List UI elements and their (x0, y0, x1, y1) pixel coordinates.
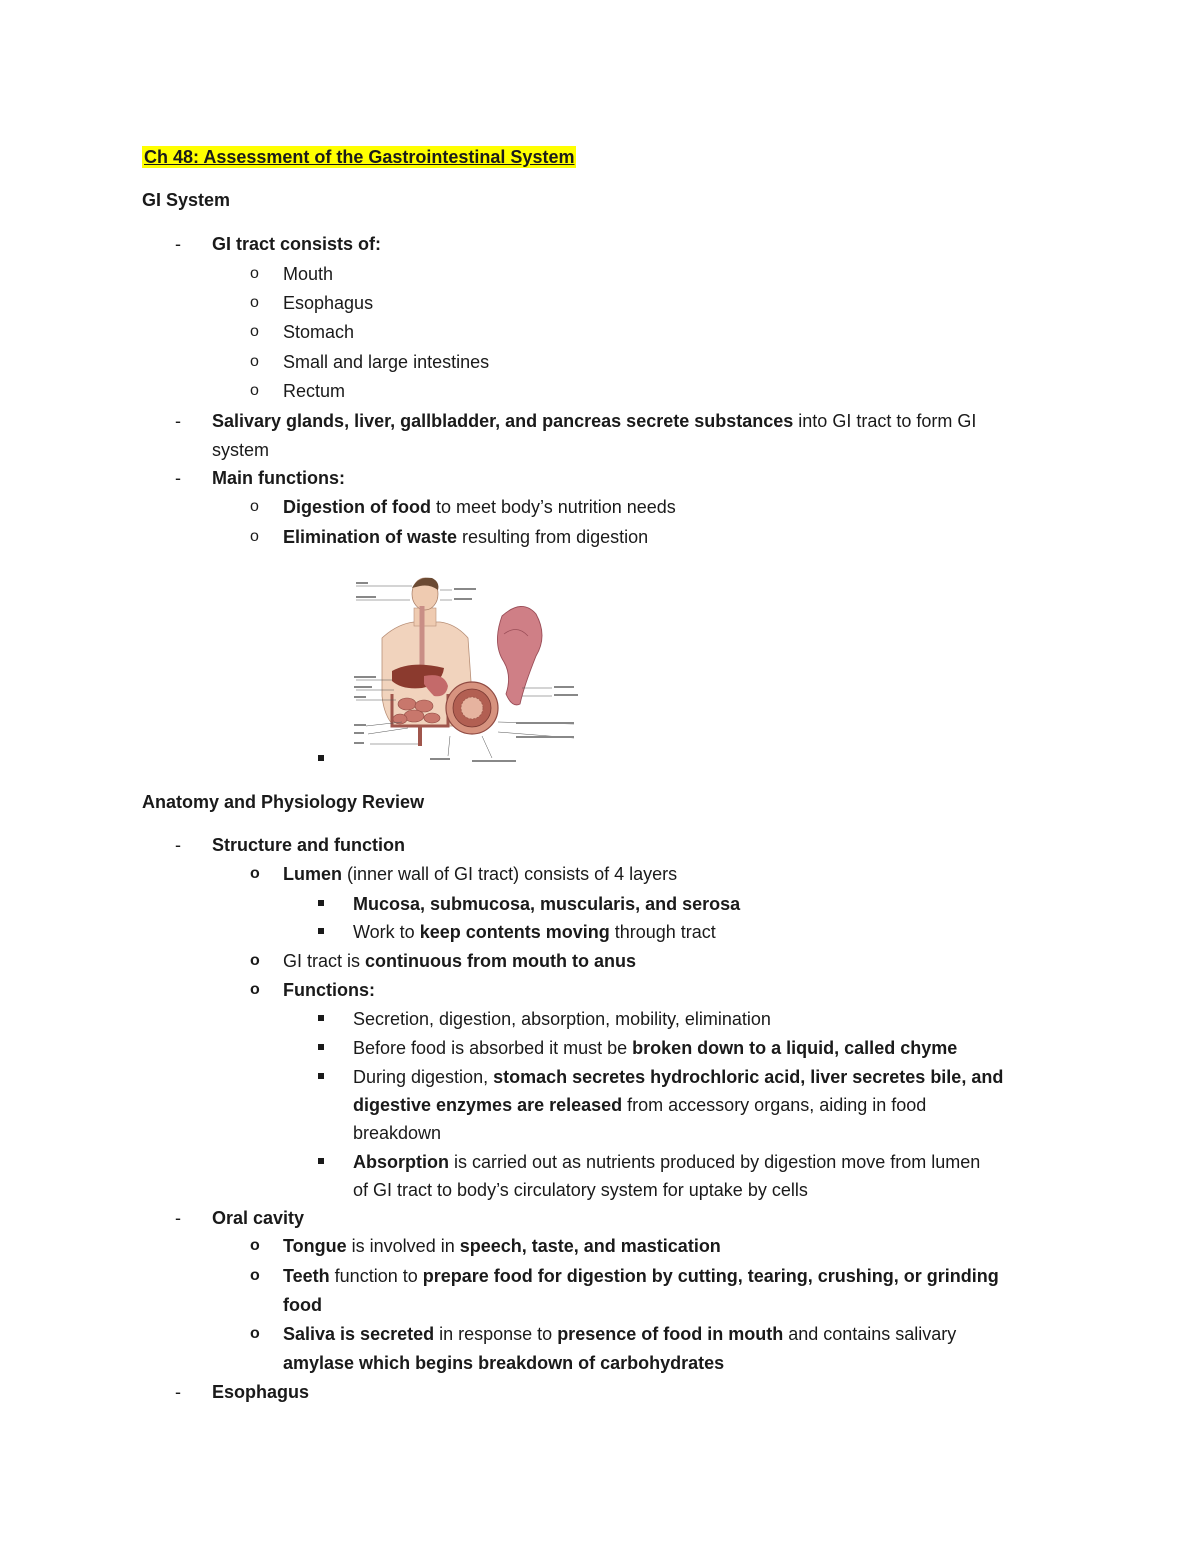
function-elimination: Elimination of waste resulting from digestion (283, 527, 649, 547)
circle-bullet: o (250, 382, 259, 399)
circle-bullet: o (250, 1237, 260, 1254)
tract-item: Stomach (283, 322, 355, 342)
section-heading-gi-system: GI System (142, 190, 231, 210)
lumen-text: Lumen (inner wall of GI tract) consists of 4 layers (283, 864, 678, 884)
square-bullet (318, 1015, 324, 1021)
tract-item: Mouth (283, 264, 334, 284)
structure-label: Structure and function (212, 835, 405, 855)
tract-item: Small and large intestines (283, 352, 490, 372)
square-bullet (318, 755, 324, 761)
esophagus-label: Esophagus (212, 1382, 310, 1402)
circle-bullet: o (250, 265, 259, 282)
dash-bullet: - (175, 1208, 181, 1228)
oral-cavity-label: Oral cavity (212, 1208, 305, 1228)
work-text: Work to keep contents moving through tract (353, 922, 716, 942)
circle-bullet: o (250, 498, 259, 515)
digestion-text-cont: digestive enzymes are released from accessory organs, aiding in food (353, 1095, 927, 1115)
digestion-text: During digestion, stomach secretes hydrochloric acid, liver secretes bile, and (353, 1067, 1004, 1087)
tract-label: GI tract consists of: (212, 234, 382, 254)
digestive-system-illustration (352, 576, 580, 766)
functions-list-text: Secretion, digestion, absorption, mobility, elimination (353, 1009, 771, 1029)
circle-bullet: o (250, 294, 259, 311)
main-functions-label: Main functions: (212, 468, 345, 488)
functions-label: Functions: (283, 980, 375, 1000)
tract-item: Rectum (283, 381, 346, 401)
tongue-text: Tongue is involved in speech, taste, and mastication (283, 1236, 721, 1256)
dash-bullet: - (175, 234, 181, 254)
square-bullet (318, 1073, 324, 1079)
square-bullet (318, 928, 324, 934)
square-bullet (318, 1044, 324, 1050)
square-bullet (318, 1158, 324, 1164)
circle-bullet: o (250, 1267, 260, 1284)
circle-bullet: o (250, 323, 259, 340)
layers-text: Mucosa, submucosa, muscularis, and serosa (353, 894, 741, 914)
circle-bullet: o (250, 1325, 260, 1342)
saliva-text: Saliva is secreted in response to presence of food in mouth and contains salivary (283, 1324, 957, 1344)
page-title: Ch 48: Assessment of the Gastrointestinal System (144, 147, 575, 167)
teeth-text: Teeth function to prepare food for digestion by cutting, tearing, crushing, or grinding (283, 1266, 999, 1286)
dash-bullet: - (175, 1382, 181, 1402)
chyme-text: Before food is absorbed it must be broken down to a liquid, called chyme (353, 1038, 958, 1058)
circle-bullet: o (250, 528, 259, 545)
absorption-text: Absorption is carried out as nutrients produced by digestion move from lumen (353, 1152, 981, 1172)
circle-bullet: o (250, 952, 260, 969)
glands-text-cont: system (212, 440, 270, 460)
circle-bullet: o (250, 865, 260, 882)
dash-bullet: - (175, 411, 181, 431)
dash-bullet: - (175, 835, 181, 855)
teeth-text-cont: food (283, 1295, 322, 1315)
saliva-text-cont: amylase which begins breakdown of carbohydrates (283, 1353, 725, 1373)
continuous-text: GI tract is continuous from mouth to anus (283, 951, 636, 971)
function-digestion: Digestion of food to meet body’s nutrition needs (283, 497, 676, 517)
square-bullet (318, 900, 324, 906)
absorption-text-cont: of GI tract to body’s circulatory system for uptake by cells (353, 1180, 808, 1200)
digestion-text-cont2: breakdown (353, 1123, 442, 1143)
circle-bullet: o (250, 353, 259, 370)
dash-bullet: - (175, 468, 181, 488)
circle-bullet: o (250, 981, 260, 998)
glands-text: Salivary glands, liver, gallbladder, and pancreas secrete substances into GI tract to form GI (212, 411, 977, 431)
tract-item: Esophagus (283, 293, 374, 313)
section-heading-anatomy: Anatomy and Physiology Review (142, 792, 425, 812)
